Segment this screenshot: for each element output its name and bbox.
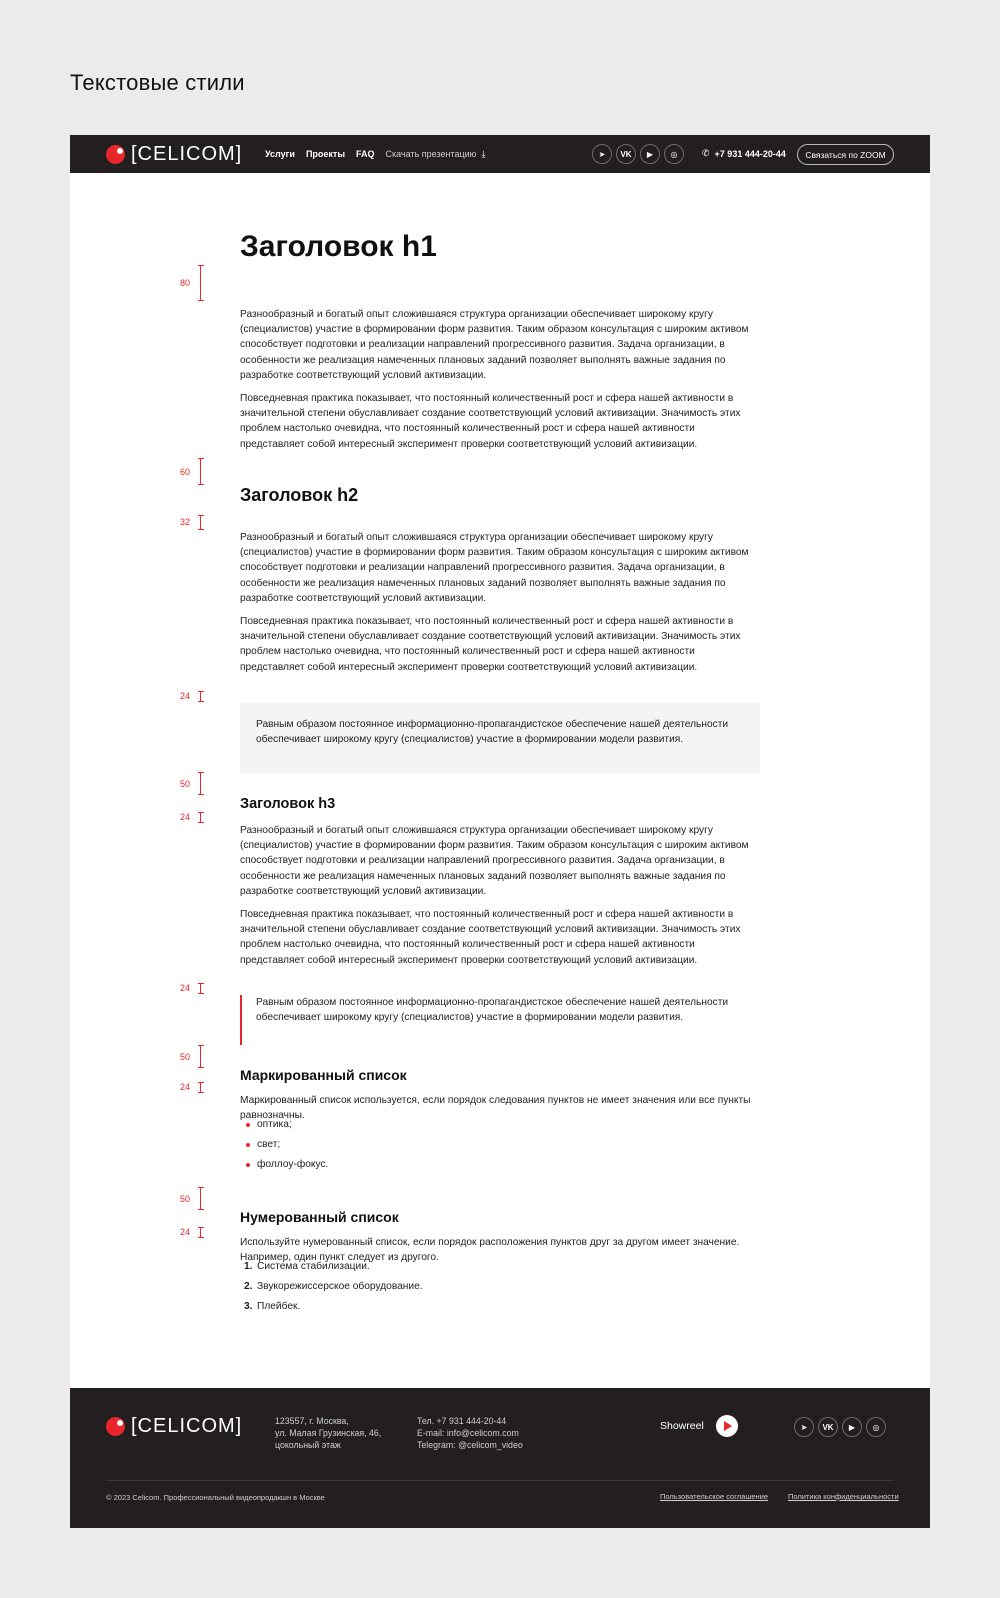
bulleted-list-intro: Маркированный список используется, если порядок следования пунктов не имеет значения или все пункты равнозначны.	[240, 1095, 751, 1122]
nav-item-services[interactable]: Услуги	[265, 149, 295, 159]
quote-block-accent: Равным образом постоянное информационно-пропагандистское обеспечение нашей деятельности обеспечивает широкому кругу (специалистов) участие в формировании модели развития.	[240, 995, 760, 1045]
showreel-button[interactable]	[660, 1415, 738, 1437]
footer-phone[interactable]: Тел. +7 931 444-20-44	[417, 1416, 507, 1426]
download-presentation-link[interactable]	[386, 149, 486, 160]
footer-telegram[interactable]: Telegram: @celicom_video	[417, 1440, 523, 1450]
bulleted-list-title: Маркированный список	[240, 1067, 407, 1083]
footer-email[interactable]: E-mail: info@celicom.com	[417, 1428, 519, 1438]
site-footer	[70, 1388, 930, 1528]
page-heading: Текстовые стили	[70, 70, 245, 95]
heading-h3: Заголовок h3	[240, 796, 336, 812]
header-phone[interactable]	[702, 148, 786, 159]
showreel-label: Showreel	[660, 1420, 704, 1432]
logo-text: [CELICOM]	[131, 142, 243, 165]
phone-number: +7 931 444-20-44	[714, 148, 786, 159]
page-frame: [CELICOM] Услуги Проекты FAQ Скачать презентацию ⤓ ➤ VK ▶ ◎ ✆ +7 931 444-20-44 Связаться по ZOOM 80 60 32 24 50 24 24 50 24 50 24 Заголовок h1 Разнообразный и богатый опыт сложившаяся структура организации обеспечивает широкому кругу (специалистов) участие в формировании форм развития. Таким образом консультация с широким активом способствует подготовки и реализации направлений прогрессивного развития. Задача организации, в особенности же реализация намеченных плановых заданий позволяет выполнять важные задания по разработке соответствующий условий активизации. Повседневная практика показывает, что постоянный количественный рост и сфера нашей активности в значительной степени обуславливает создание соответствующий условий активизации. Значимость этих проблем настолько очевидна, что постоянный количественный рост и сфера нашей активности представляет собой интересный эксперимент проверки соответствующий условий активизации. Заголовок h2 Разнообразный и богатый опыт сложившаяся структура организации обеспечивает широкому кругу (специалистов) участие в формировании форм развития. Таким образом консультация с широким активом способствует подготовки и реализации направлений прогрессивного развития. Задача организации, в особенности же реализация намеченных плановых заданий позволяет выполнять важные задания по разработке соответствующий условий активизации. Повседневная практика показывает, что постоянный количественный рост и сфера нашей активности в значительной степени обуславливает создание соответствующий условий активизации. Значимость этих проблем настолько очевидна, что постоянный количественный рост и сфера нашей активности представляет собой интересный эксперимент проверки соответствующий условий активизации. Равным образом постоянное информационно-пропагандистское обеспечение нашей деятельности обеспечивает широкому кругу (специалистов) участие в формировании модели развития. Заголовок h3 Разнообразный и богатый опыт сложившаяся структура организации обеспечивает широкому кругу (специалистов) участие в формировании форм развития. Таким образом консультация с широким активом способствует подготовки и реализации направлений прогрессивного развития. Задача организации, в особенности же реализация намеченных плановых заданий позволяет выполнять важные задания по разработке соответствующий условий активизации. Повседневная практика показывает, что постоянный количественный рост и сфера нашей активности в значительной степени обуславливает создание соответствующий условий активизации. Значимость этих проблем настолько очевидна, что постоянный количественный рост и сфера нашей активности представляет собой интересный эксперимент проверки соответствующий условий активизации. Равным образом постоянное информационно-пропагандистское обеспечение нашей деятельности обеспечивает широкому кругу (специалистов) участие в формировании модели развития. Маркированный список Маркированный список используется, если порядок следования пунктов не имеет значения или все пункты равнозначны. оптика; свет; фоллоу-фокус. Нумерованный список Используйте нумерованный список, если порядок расположения пунктов друг за другом имеет значение. Например, один пункт следует из другого. 1. Система стабилизации. 2. Звукорежиссерское оборудование. 3. Плейбек. [CELICOM] 123557, г. Москва, ул. Малая Грузинская, 46, цокольный этаж Тел. +7 931 444-20-44 E-mail: info@celicom.com Telegram: @celicom_video Showreel ➤ VK ▶ ◎ © 2023 Celicom. Профессиональный видеопродакшн в Москве Пользовательское соглашение Политика конфиденциальности	[70, 135, 930, 1528]
quote-block-shaded: Равным образом постоянное информационно-пропагандистское обеспечение нашей деятельности обеспечивает широкому кругу (специалистов) участие в формировании модели развития.	[240, 703, 760, 773]
paragraph: Разнообразный и богатый опыт сложившаяся структура организации обеспечивает широкому кругу (специалистов) участие в формировании форм развития. Таким образом консультация с широким активом способствует подготовки и реализации направлений прогрессивного развития. Задача организации, в особенности же реализация намеченных плановых заданий позволяет выполнять важные задания по разработке соответствующий условий активизации.	[240, 825, 749, 897]
vk-icon[interactable]: VK	[616, 144, 636, 164]
telegram-icon[interactable]: ➤	[592, 144, 612, 164]
list-item: 3. Плейбек.	[244, 1301, 301, 1312]
footer-logo[interactable]	[106, 1415, 242, 1438]
telegram-icon[interactable]: ➤	[794, 1417, 814, 1437]
footer-divider	[106, 1480, 894, 1481]
instagram-icon[interactable]: ◎	[866, 1417, 886, 1437]
paragraph: Разнообразный и богатый опыт сложившаяся структура организации обеспечивает широкому кругу (специалистов) участие в формировании форм развития. Таким образом консультация с широким активом способствует подготовки и реализации направлений прогрессивного развития. Задача организации, в особенности же реализация намеченных плановых заданий позволяет выполнять важные задания по разработке соответствующий условий активизации.	[240, 532, 749, 604]
logo-mark-icon	[106, 1417, 125, 1436]
download-icon: ⤓	[481, 148, 486, 159]
youtube-icon[interactable]: ▶	[640, 144, 660, 164]
nav-item-faq[interactable]: FAQ	[356, 149, 375, 159]
user-agreement-link[interactable]: Пользовательское соглашение	[660, 1492, 769, 1501]
list-item: 2. Звукорежиссерское оборудование.	[244, 1281, 423, 1292]
footer-address: 123557, г. Москва, ул. Малая Грузинская, 46, цокольный этаж	[275, 1416, 382, 1450]
numbered-list-intro: Используйте нумерованный список, если порядок расположения пунктов друг за другом имеет значение. Например, один пункт следует из другого.	[240, 1237, 740, 1264]
list-item: 1. Система стабилизации.	[244, 1261, 370, 1272]
heading-h2: Заголовок h2	[240, 485, 359, 505]
footer-socials	[794, 1417, 886, 1437]
heading-h1: Заголовок h1	[240, 230, 437, 263]
logo[interactable]	[106, 143, 242, 166]
paragraph: Повседневная практика показывает, что постоянный количественный рост и сфера нашей активности в значительной степени обуславливает создание соответствующий условий активизации. Значимость этих проблем настолько очевидна, что постоянный количественный рост и сфера нашей активности представляет собой интересный эксперимент проверки соответствующий условий активизации.	[240, 909, 741, 966]
paragraph: Повседневная практика показывает, что постоянный количественный рост и сфера нашей активности в значительной степени обуславливает создание соответствующий условий активизации. Значимость этих проблем настолько очевидна, что постоянный количественный рост и сфера нашей активности представляет собой интересный эксперимент проверки соответствующий условий активизации.	[240, 393, 741, 450]
numbered-list-title: Нумерованный список	[240, 1209, 399, 1225]
list-item: фоллоу-фокус.	[240, 1157, 328, 1177]
paragraph: Повседневная практика показывает, что постоянный количественный рост и сфера нашей активности в значительной степени обуславливает создание соответствующий условий активизации. Значимость этих проблем настолько очевидна, что постоянный количественный рост и сфера нашей активности представляет собой интересный эксперимент проверки соответствующий условий активизации.	[240, 616, 741, 673]
logo-mark-icon	[106, 145, 125, 164]
bulleted-list	[240, 1117, 328, 1177]
play-icon	[716, 1415, 738, 1437]
list-item: свет;	[240, 1137, 328, 1157]
list-item: оптика;	[240, 1117, 328, 1137]
numbered-list	[240, 1259, 423, 1319]
download-label: Скачать презентацию	[385, 149, 477, 159]
vk-icon[interactable]: VK	[818, 1417, 838, 1437]
privacy-policy-link[interactable]: Политика конфиденциальности	[788, 1492, 899, 1501]
paragraph: Разнообразный и богатый опыт сложившаяся структура организации обеспечивает широкому кругу (специалистов) участие в формировании форм развития. Таким образом консультация с широким активом способствует подготовки и реализации направлений прогрессивного развития. Задача организации, в особенности же реализация намеченных плановых заданий позволяет выполнять важные задания по разработке соответствующий условий активизации.	[240, 309, 749, 381]
youtube-icon[interactable]: ▶	[842, 1417, 862, 1437]
site-header	[70, 135, 930, 173]
phone-icon: ✆	[702, 148, 710, 158]
main-nav	[265, 149, 485, 160]
zoom-contact-button[interactable]: Связаться по ZOOM	[797, 144, 894, 165]
instagram-icon[interactable]: ◎	[664, 144, 684, 164]
footer-contacts	[417, 1415, 523, 1451]
copyright: © 2023 Celicom. Профессиональный видеопродакшн в Москве	[106, 1493, 325, 1502]
logo-text: [CELICOM]	[131, 1415, 243, 1437]
header-socials	[592, 144, 684, 164]
nav-item-projects[interactable]: Проекты	[305, 149, 346, 159]
